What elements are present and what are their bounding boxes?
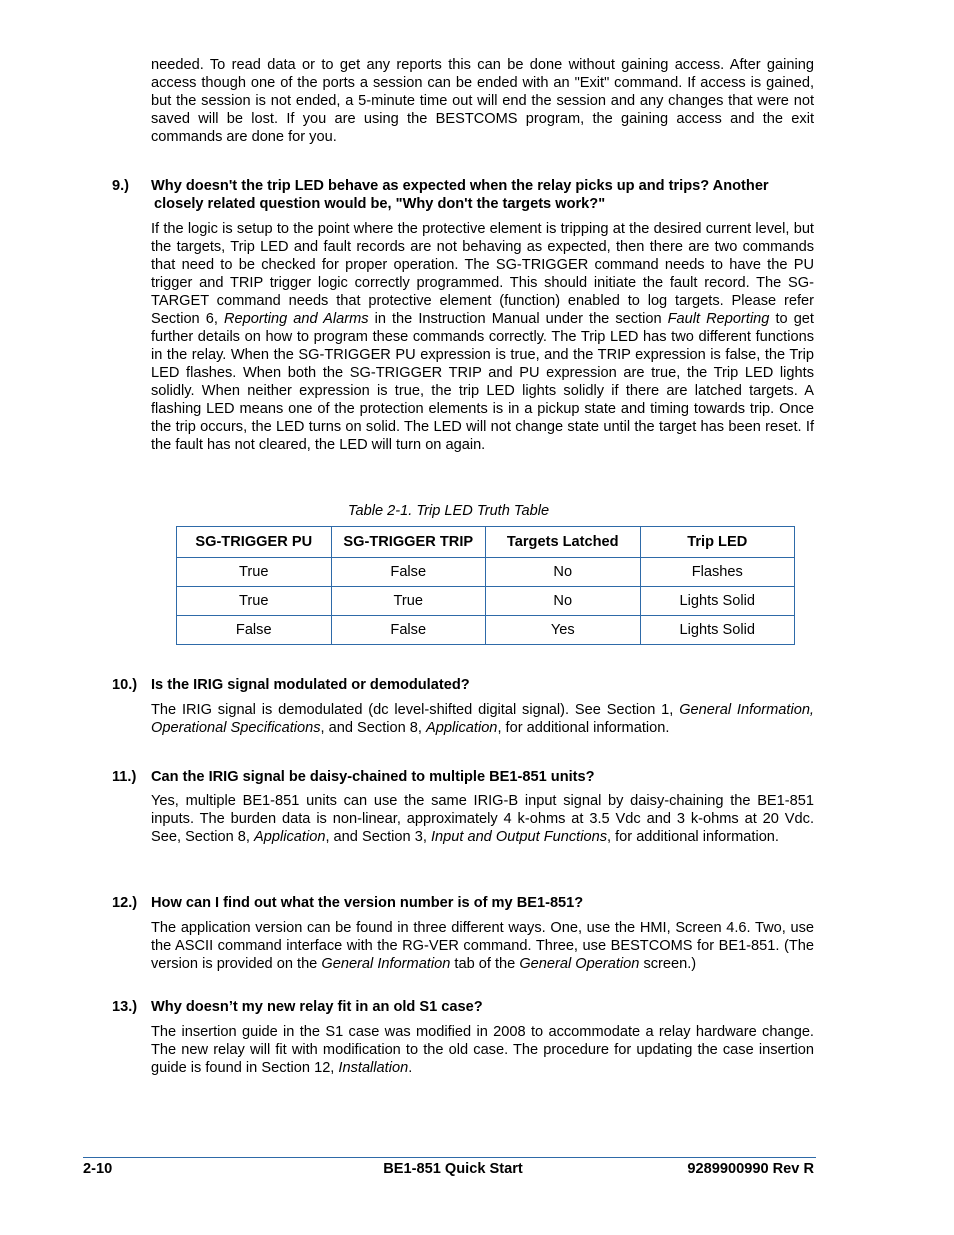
question-number: 10.) bbox=[112, 677, 138, 693]
answer-emphasis: General Operation bbox=[519, 956, 640, 972]
answer-10 bbox=[151, 701, 814, 737]
answer-text: If the logic is setup to the point where the protective element is tripping at the desired current level, but the targets, Trip LED and fault records are not behaving as expected, then there are two commands that need to be checked for proper operation. The SG-TRIGGER command needs to have the PU trigger and TRIP trigger logic correctly programmed. This should initiate the fault record. The SG-TARGET command needs that protective element (function) enabled to log targets. Please refer Section 6, bbox=[151, 221, 814, 327]
table-cell: Lights Solid bbox=[640, 587, 795, 616]
answer-emphasis: Installation bbox=[338, 1060, 409, 1076]
question-10 bbox=[112, 676, 814, 694]
table-header-row bbox=[177, 527, 795, 558]
answer-emphasis: Application bbox=[426, 720, 498, 736]
footer-title: BE1-851 Quick Start bbox=[383, 1161, 523, 1177]
answer-emphasis: Application bbox=[254, 829, 326, 845]
answer-emphasis: General Information bbox=[321, 956, 451, 972]
table-header-cell: Targets Latched bbox=[486, 527, 641, 558]
answer-emphasis: General Information, Operational Specifications bbox=[151, 702, 814, 736]
table-cell: False bbox=[177, 616, 332, 645]
answer-text: tab of the bbox=[450, 956, 520, 972]
question-text: How can I find out what the version number is of my BE1-851? bbox=[151, 895, 584, 911]
table-cell: Yes bbox=[486, 616, 641, 645]
question-number: 9.) bbox=[112, 178, 130, 194]
answer-text: to get further details on how to program these commands correctly. The Trip LED has two different functions in the relay. When the SG-TRIGGER PU expression is true, and the TRIP expression is false, the Trip LED flashes. When both the SG-TRIGGER TRIP and PU expression are true, the Trip LED lights solidly. When neither expression is true, the trip LED lights solidly if there are latched targets. A flashing LED means one of the protection elements is in a pickup state and timing towards trip. Once the trip occurs, the LED turns on solid. The LED will not change state until the target has been reset. If the fault has not cleared, the LED will turn on again. bbox=[151, 311, 814, 453]
answer-9 bbox=[151, 220, 814, 454]
answer-text: Yes, multiple BE1-851 units can use the same IRIG-B input signal by daisy-chaining the BE1-851 inputs. The burden data is non-linear, approximately 4 k-ohms at 3.5 Vdc and 3 k-ohms at 20 Vdc. See, Section 8, bbox=[151, 793, 814, 845]
answer-text: in the Instruction Manual under the section bbox=[368, 311, 668, 327]
table-cell: Flashes bbox=[640, 558, 795, 587]
answer-emphasis: Input and Output Functions bbox=[430, 829, 607, 845]
answer-text: The insertion guide in the S1 case was modified in 2008 to accommodate a relay hardware change. The new relay will fit with modification to the old case. The procedure for updating the case insertion guide is found in Section 12, bbox=[151, 1024, 814, 1076]
question-number: 13.) bbox=[112, 999, 138, 1015]
answer-text: , for additional information. bbox=[607, 829, 779, 845]
table-cell: True bbox=[177, 558, 332, 587]
question-text-line1: Why doesn't the trip LED behave as expected when the relay picks up and trips? Another bbox=[151, 178, 769, 194]
question-12 bbox=[112, 894, 814, 912]
question-text: Is the IRIG signal modulated or demodulated? bbox=[151, 677, 470, 693]
table-header-cell: SG-TRIGGER PU bbox=[177, 527, 332, 558]
table-cell: Lights Solid bbox=[640, 616, 795, 645]
table-row bbox=[177, 616, 795, 645]
answer-12 bbox=[151, 919, 814, 973]
answer-text: , and Section 3, bbox=[325, 829, 431, 845]
answer-text: screen.) bbox=[639, 956, 697, 972]
answer-13 bbox=[151, 1023, 814, 1077]
question-text: Why doesn’t my new relay fit in an old S1 case? bbox=[151, 999, 483, 1015]
question-text-line2: closely related question would be, "Why don't the targets work?" bbox=[154, 196, 606, 212]
question-number: 11.) bbox=[112, 769, 137, 785]
table-row bbox=[177, 587, 795, 616]
table-row bbox=[177, 558, 795, 587]
answer-text: , and Section 8, bbox=[320, 720, 427, 736]
answer-11 bbox=[151, 792, 814, 846]
answer-emphasis: Fault Reporting bbox=[667, 311, 770, 327]
question-9 bbox=[112, 177, 814, 213]
table-cell: False bbox=[331, 558, 486, 587]
trip-led-truth-table bbox=[176, 526, 795, 645]
answer-text: The application version can be found in three different ways. One, use the HMI, Screen 4.6. Two, use the ASCII command interface with the RG-VER command. Three, use BESTCOMS for BE1-851. (The version is provided on the bbox=[151, 920, 814, 972]
footer-rule bbox=[83, 1157, 816, 1158]
answer-emphasis: Reporting and Alarms bbox=[223, 311, 369, 327]
intro-paragraph: needed. To read data or to get any reports this can be done without gaining access. After gaining access though one of the ports a session can be ended with an "Exit" command. If access is gained, but the session is not ended, a 5-minute time out will end the session and any changes that were not saved will be lost. If you are using the BESTCOMS program, the gaining access and the exit commands are done for you. bbox=[151, 57, 814, 145]
table-header-cell: SG-TRIGGER TRIP bbox=[331, 527, 486, 558]
table-cell: True bbox=[331, 587, 486, 616]
answer-text: The IRIG signal is demodulated (dc level-shifted digital signal). See Section 1, bbox=[151, 702, 680, 718]
table-cell: False bbox=[331, 616, 486, 645]
table-caption: Table 2-1. Trip LED Truth Table bbox=[347, 503, 550, 519]
table-cell: True bbox=[177, 587, 332, 616]
table-header-cell: Trip LED bbox=[640, 527, 795, 558]
table-cell: No bbox=[486, 558, 641, 587]
answer-text: . bbox=[408, 1060, 413, 1076]
footer-document-number: 9289900990 Rev R bbox=[687, 1161, 814, 1177]
question-text: Can the IRIG signal be daisy-chained to multiple BE1-851 units? bbox=[151, 769, 595, 785]
question-11 bbox=[112, 768, 814, 786]
footer-page-number: 2-10 bbox=[83, 1161, 113, 1177]
table-cell: No bbox=[486, 587, 641, 616]
answer-text: , for additional information. bbox=[497, 720, 670, 736]
question-13 bbox=[112, 998, 814, 1016]
question-number: 12.) bbox=[112, 895, 138, 911]
